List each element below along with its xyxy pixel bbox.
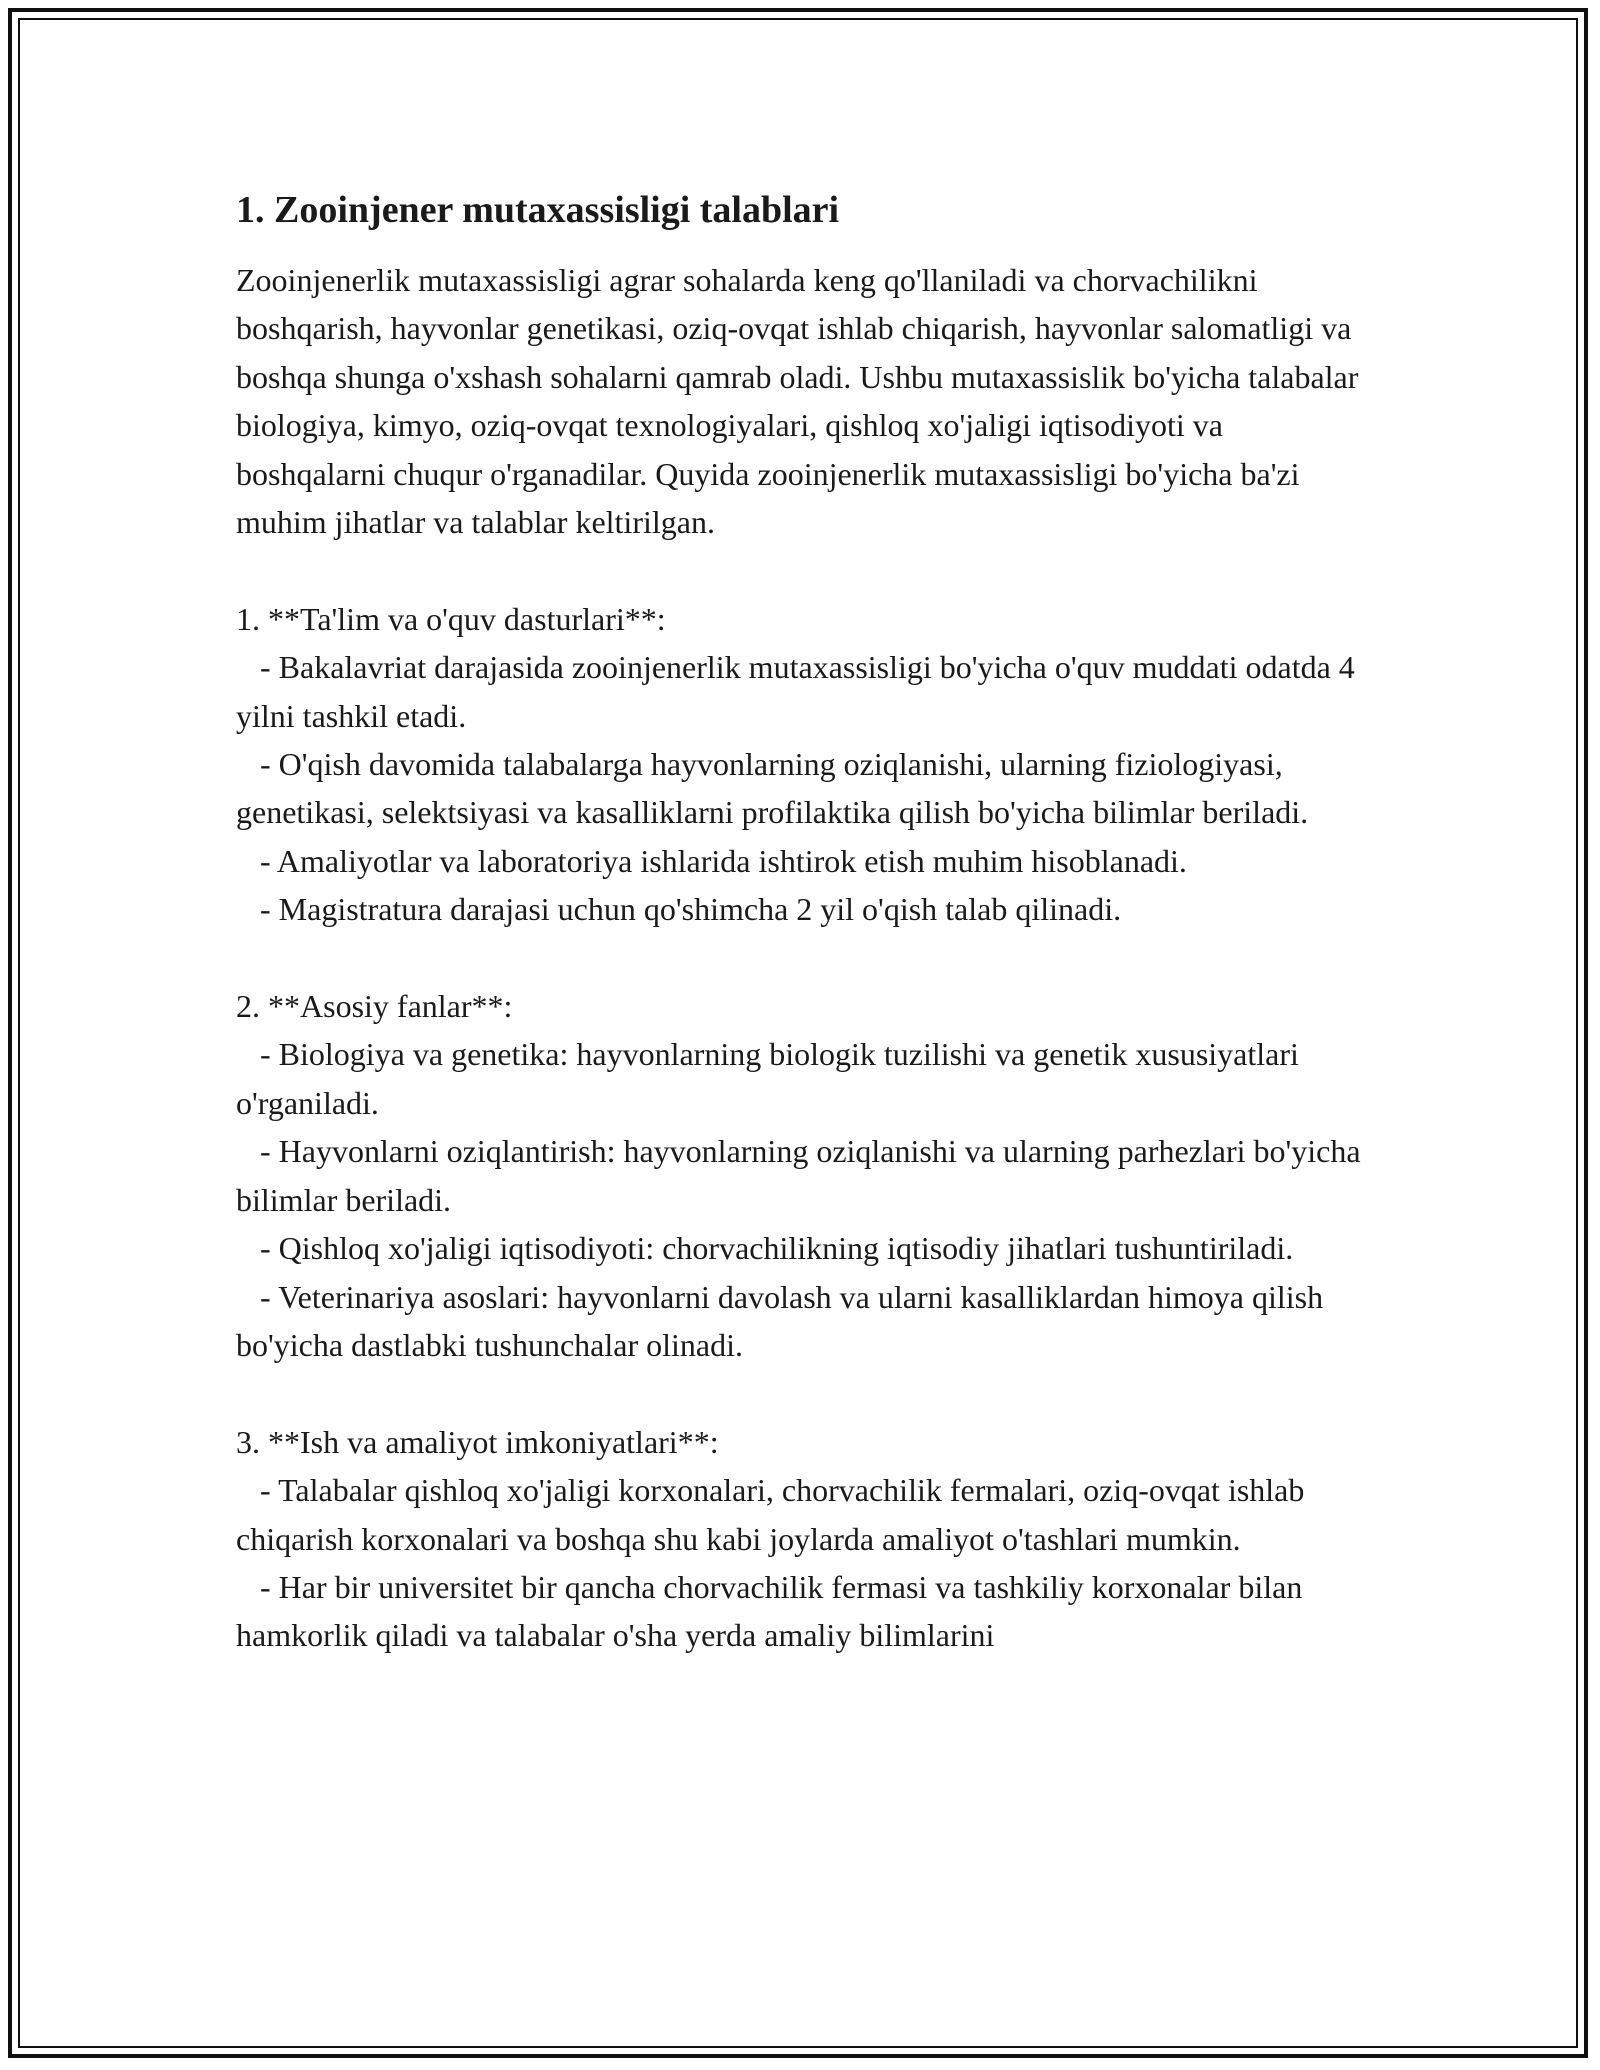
list-item: - O'qish davomida talabalarga hayvonlarning oziqlanishi, ularning fiziologiyasi, genetikasi, selektsiyasi va kasalliklarni profilaktika qilish bo'yicha bilimlar beriladi.	[236, 746, 1309, 831]
list-item: - Biologiya va genetika: hayvonlarning biologik tuzilishi va genetik xususiyatlari o'rganiladi.	[236, 1036, 1299, 1121]
section-core-subjects	[236, 982, 1376, 1369]
section-work-opportunities	[236, 1418, 1376, 1660]
list-item: - Magistratura darajasi uchun qo'shimcha 2 yil o'qish talab qilinadi.	[260, 891, 1122, 928]
section-heading: 3. **Ish va amaliyot imkoniyatlari**:	[236, 1423, 719, 1460]
blank-line	[236, 934, 1376, 982]
list-item: - Hayvonlarni oziqlantirish: hayvonlarning oziqlanishi va ularning parhezlari bo'yicha bilimlar beriladi.	[236, 1133, 1361, 1218]
list-item: - Har bir universitet bir qancha chorvachilik fermasi va tashkiliy korxonalar bilan hamkorlik qiladi va talabalar o'sha yerda amaliy bilimlarini	[236, 1568, 1303, 1654]
list-item: - Bakalavriat darajasida zooinjenerlik mutaxassisligi bo'yicha o'quv muddati odatda 4 yilni tashkil etadi.	[236, 649, 1355, 734]
section-education	[236, 595, 1376, 934]
document-title: 1. Zooinjener mutaxassisligi talablari	[236, 189, 840, 231]
document-body	[236, 186, 1376, 1660]
list-item: - Talabalar qishloq xo'jaligi korxonalari, chorvachilik fermalari, oziq-ovqat ishlab chiqarish korxonalari va boshqa shu kabi joylarda amaliyot o'tashlari mumkin.	[236, 1472, 1305, 1557]
blank-line	[236, 546, 1376, 594]
list-item: - Amaliyotlar va laboratoriya ishlarida ishtirok etish muhim hisoblanadi.	[260, 842, 1187, 879]
section-heading: 1. **Ta'lim va o'quv dasturlari**:	[236, 600, 666, 637]
blank-line	[236, 1369, 1376, 1417]
intro-paragraph: Zooinjenerlik mutaxassisligi agrar sohalarda keng qo'llaniladi va chorvachilikni boshqarish, hayvonlar genetikasi, oziq-ovqat ishlab chiqarish, hayvonlar salomatligi va boshqa shunga o'xshash sohalarni qamrab oladi. Ushbu mutaxassislik bo'yicha talabalar biologiya, kimyo, oziq-ovqat texnologiyalari, qishloq xo'jaligi iqtisodiyoti va boshqalarni chuqur o'rganadilar. Quyida zooinjenerlik mutaxassisligi bo'yicha ba'zi muhim jihatlar va talablar keltirilgan.	[236, 262, 1359, 541]
list-item: - Qishloq xo'jaligi iqtisodiyoti: chorvachilikning iqtisodiy jihatlari tushuntiriladi.	[260, 1230, 1294, 1267]
section-heading: 2. **Asosiy fanlar**:	[236, 988, 513, 1025]
list-item: - Veterinariya asoslari: hayvonlarni davolash va ularni kasalliklardan himoya qilish bo'yicha dastlabki tushunchalar olinadi.	[236, 1278, 1324, 1363]
